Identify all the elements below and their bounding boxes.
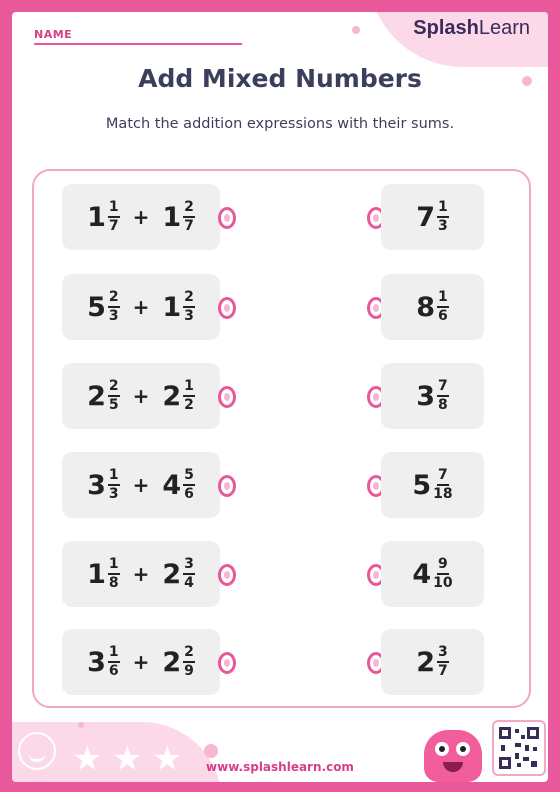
fraction	[108, 468, 120, 501]
numerator: 1	[437, 290, 449, 308]
whole-part: 5	[87, 291, 106, 323]
plus-sign: +	[132, 384, 150, 408]
mixed-number	[87, 468, 120, 501]
qr-code-icon	[492, 720, 546, 776]
whole-part: 3	[87, 646, 106, 678]
ring-icon[interactable]	[218, 564, 236, 586]
denominator: 3	[108, 308, 119, 324]
fraction	[183, 379, 195, 412]
fraction	[183, 468, 195, 501]
qr-code-graphic	[499, 727, 539, 769]
instructions: Match the addition expressions with their sums.	[105, 116, 455, 132]
denominator: 5	[108, 397, 119, 413]
denominator: 8	[108, 575, 119, 591]
mixed-number	[412, 468, 452, 501]
denominator: 3	[184, 308, 194, 324]
denominator: 7	[184, 218, 194, 234]
whole-part: 3	[87, 469, 106, 501]
ring-icon[interactable]	[218, 386, 236, 408]
sum-card[interactable]	[381, 184, 484, 250]
fraction	[183, 200, 195, 233]
fraction	[437, 200, 449, 233]
mixed-number	[162, 468, 195, 501]
numerator: 1	[108, 557, 120, 575]
plus-sign: +	[132, 473, 150, 497]
fraction	[108, 290, 120, 323]
numerator: 2	[108, 290, 120, 308]
mascot-eye	[456, 742, 470, 756]
expression-card[interactable]	[62, 629, 220, 695]
star-icon: ★	[112, 739, 143, 779]
mixed-number	[162, 200, 195, 233]
numerator: 3	[437, 645, 449, 663]
numerator: 1	[108, 200, 120, 218]
denominator: 7	[108, 218, 119, 234]
sum-card[interactable]	[381, 274, 484, 340]
whole-part: 2	[87, 380, 106, 412]
whole-part: 2	[162, 646, 182, 678]
whole-part: 4	[162, 469, 182, 501]
star-icon: ★	[152, 739, 183, 779]
mascot-eye	[435, 742, 449, 756]
splashlearn-logo	[413, 17, 530, 40]
plus-sign: +	[132, 205, 150, 229]
fraction	[183, 645, 195, 678]
whole-part: 7	[416, 201, 436, 233]
fraction	[437, 645, 449, 678]
denominator: 2	[184, 397, 194, 413]
numerator: 2	[183, 290, 195, 308]
denominator: 7	[438, 663, 448, 679]
mixed-number	[416, 379, 449, 412]
plus-sign: +	[132, 295, 150, 319]
worksheet	[12, 12, 548, 782]
ring-icon[interactable]	[218, 475, 236, 497]
logo-learn: Learn	[478, 17, 530, 39]
sum-card[interactable]	[381, 363, 484, 429]
name-input-line[interactable]	[34, 43, 242, 45]
numerator: 7	[437, 468, 449, 486]
mixed-number	[162, 290, 195, 323]
whole-part: 1	[87, 558, 106, 590]
expression-card[interactable]	[62, 274, 220, 340]
fraction	[183, 290, 195, 323]
mixed-number	[416, 200, 449, 233]
denominator: 18	[433, 486, 453, 502]
mixed-number	[416, 645, 449, 678]
mixed-number	[162, 379, 195, 412]
fraction	[437, 290, 449, 323]
mascot-mouth	[443, 762, 463, 772]
numerator: 2	[183, 645, 195, 663]
whole-part: 2	[162, 558, 182, 590]
monster-mascot-icon	[424, 730, 482, 782]
mixed-number	[416, 290, 449, 323]
ring-icon[interactable]	[218, 652, 236, 674]
numerator: 1	[437, 200, 449, 218]
denominator: 8	[438, 397, 448, 413]
denominator: 4	[184, 575, 194, 591]
expression-card[interactable]	[62, 541, 220, 607]
numerator: 3	[183, 557, 195, 575]
plus-sign: +	[132, 650, 150, 674]
numerator: 5	[183, 468, 195, 486]
mixed-number	[162, 557, 195, 590]
fraction	[108, 379, 120, 412]
mixed-number	[412, 557, 452, 590]
denominator: 6	[184, 486, 194, 502]
ring-icon[interactable]	[218, 207, 236, 229]
numerator: 1	[183, 379, 195, 397]
whole-part: 5	[412, 469, 432, 501]
whole-part: 1	[87, 201, 106, 233]
whole-part: 8	[416, 291, 436, 323]
mixed-number	[87, 290, 120, 323]
denominator: 6	[108, 663, 119, 679]
page-title: Add Mixed Numbers	[138, 64, 422, 93]
fraction	[108, 200, 120, 233]
numerator: 2	[108, 379, 120, 397]
mixed-number	[87, 645, 120, 678]
expression-card[interactable]	[62, 184, 220, 250]
sum-card[interactable]	[381, 541, 484, 607]
numerator: 2	[183, 200, 195, 218]
decor-dot	[204, 744, 218, 758]
denominator: 6	[438, 308, 448, 324]
fraction	[433, 557, 452, 590]
decor-dot	[78, 722, 84, 728]
expression-card[interactable]	[62, 452, 220, 518]
logo-splash: Splash	[413, 17, 479, 39]
whole-part: 3	[416, 380, 436, 412]
numerator: 1	[108, 468, 120, 486]
whole-part: 1	[162, 201, 182, 233]
fraction	[433, 468, 452, 501]
denominator: 3	[438, 218, 448, 234]
ring-icon[interactable]	[218, 297, 236, 319]
whole-part: 2	[162, 380, 182, 412]
denominator: 9	[184, 663, 194, 679]
denominator: 3	[108, 486, 119, 502]
mixed-number	[87, 557, 120, 590]
fraction	[108, 557, 120, 590]
fraction	[183, 557, 195, 590]
whole-part: 2	[416, 646, 436, 678]
star-icon: ★	[72, 739, 103, 779]
numerator: 1	[108, 645, 120, 663]
sum-card[interactable]	[381, 629, 484, 695]
numerator: 7	[437, 379, 449, 397]
name-label: NAME	[34, 28, 73, 41]
plus-sign: +	[132, 562, 150, 586]
mixed-number	[87, 200, 120, 233]
sum-card[interactable]	[381, 452, 484, 518]
mixed-number	[87, 379, 120, 412]
whole-part: 1	[162, 291, 182, 323]
fraction	[108, 645, 120, 678]
whole-part: 4	[412, 558, 432, 590]
denominator: 10	[433, 575, 453, 591]
fraction	[437, 379, 449, 412]
numerator: 9	[437, 557, 449, 575]
website-link[interactable]: www.splashlearn.com	[206, 760, 354, 774]
mixed-number	[162, 645, 195, 678]
expression-card[interactable]	[62, 363, 220, 429]
decor-dot	[352, 26, 360, 34]
